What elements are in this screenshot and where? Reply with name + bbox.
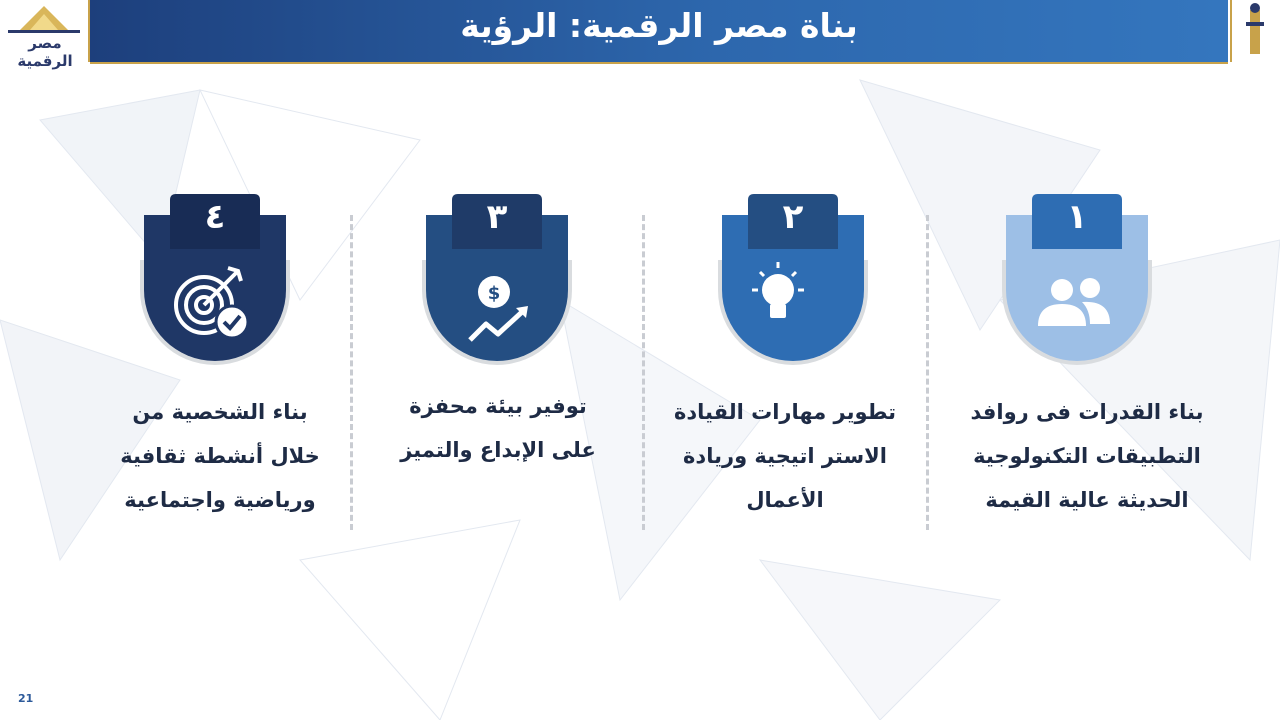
card-1: [992, 190, 1162, 380]
card-number: ٢: [782, 197, 804, 237]
description-line: الاستر اتيجية وريادة: [683, 444, 887, 468]
card-number: ١: [1066, 197, 1088, 237]
description-line: تطوير مهارات القيادة: [673, 400, 897, 424]
pyramid-logo-icon: [0, 0, 88, 34]
description-line: على الإبداع والتميز: [400, 438, 596, 462]
card-2-description: [665, 390, 905, 522]
divider: [642, 215, 645, 530]
description-line: خلال أنشطة ثقافية: [120, 444, 320, 468]
page-number: 21: [18, 692, 34, 705]
card-3-description: [378, 384, 618, 472]
emblem: [1230, 0, 1280, 62]
pharaoh-emblem-icon: [1232, 0, 1280, 62]
card-4-description: [100, 390, 340, 522]
description-line: الحديثة عالية القيمة: [985, 488, 1189, 512]
title-bar: [90, 0, 1228, 64]
svg-text:$: $: [487, 283, 501, 304]
card-3: [412, 190, 582, 380]
card-2: [708, 190, 878, 380]
description-line: بناء القدرات فى روافد: [970, 400, 1204, 424]
description-line: توفير بيئة محفزة: [409, 394, 587, 418]
divider: [926, 215, 929, 530]
card-4: [130, 190, 300, 380]
description-line: الأعمال: [746, 488, 824, 512]
description-line: التطبيقات التكنولوجية: [973, 444, 1201, 468]
header: [0, 0, 1280, 70]
divider: [350, 215, 353, 530]
card-1-description: [967, 390, 1207, 522]
logo: [0, 0, 90, 70]
card-number: ٤: [204, 197, 226, 237]
page-title: بناة مصر الرقمية: الرؤية: [460, 6, 858, 45]
logo-text: مصر الرقمية: [17, 34, 73, 70]
description-line: ورياضية واجتماعية: [124, 488, 316, 512]
description-line: بناء الشخصية من: [132, 400, 308, 424]
card-number: ٣: [486, 197, 508, 237]
